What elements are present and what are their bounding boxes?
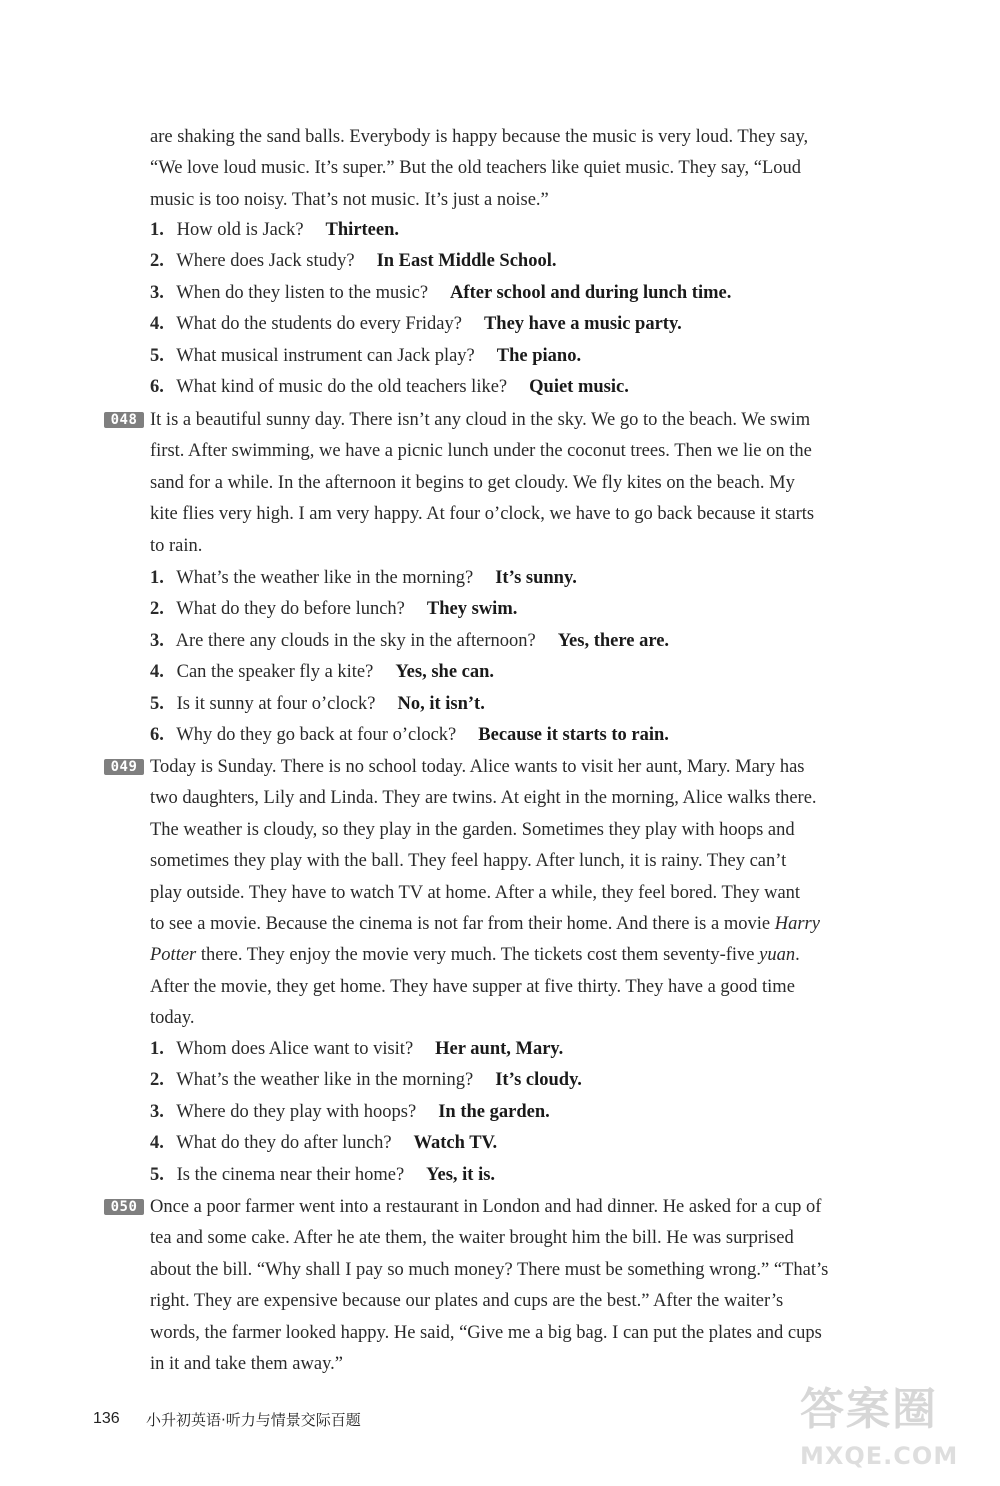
answer-text: It’s sunny.	[495, 568, 577, 588]
answer-text: Her aunt, Mary.	[435, 1039, 564, 1059]
question-number: 4.	[150, 1133, 164, 1154]
question-text: Where do they play with hoops?	[176, 1101, 417, 1122]
paragraph-line	[150, 909, 942, 940]
paragraph-line: in it and take them away.”	[150, 1354, 343, 1375]
question-number: 1.	[150, 1039, 164, 1059]
question-text: What musical instrument can Jack play?	[176, 345, 475, 366]
question-text: What do they do after lunch?	[176, 1133, 392, 1154]
paragraph-line: to rain.	[150, 535, 203, 556]
question-number: 6.	[150, 725, 164, 746]
italic-currency: yuan	[759, 945, 796, 966]
answer-text: In East Middle School.	[376, 251, 557, 272]
paragraph-line: today.	[150, 1008, 195, 1029]
question-number: 3.	[150, 1101, 164, 1122]
question-text: What kind of music do the old teachers like?	[176, 377, 508, 398]
paragraph-line: play outside. They have to watch TV at home. After a while, they feel bored. They want	[150, 882, 801, 903]
italic-title: Potter	[150, 945, 197, 966]
question-text: What do they do before lunch?	[176, 599, 405, 620]
answer-text: Yes, it is.	[426, 1164, 496, 1185]
paragraph-line: about the bill. “Why shall I pay so much money? There must be something wrong.” “That’s	[150, 1259, 829, 1280]
question-item	[150, 278, 940, 309]
paragraph-line: sand for a while. In the afternoon it begins to get cloudy. We fly kites on the beach. My	[150, 472, 795, 493]
question-number: 1.	[150, 568, 164, 588]
passage-048	[150, 405, 942, 562]
passage-050	[150, 1192, 942, 1380]
question-list	[150, 215, 940, 403]
answer-text: Because it starts to rain.	[478, 725, 669, 746]
paragraph-line: After the movie, they get home. They have supper at five thirty. They have a good time	[150, 976, 795, 997]
question-number: 4.	[150, 662, 164, 683]
section-badge-048: 048	[104, 412, 144, 428]
line-text: there. They enjoy the movie very much. The tickets cost them seventy-five	[200, 945, 755, 966]
question-item	[150, 1128, 940, 1159]
answer-text: Yes, she can.	[395, 662, 495, 683]
question-text: Whom does Alice want to visit?	[176, 1039, 414, 1059]
answer-text: In the garden.	[438, 1101, 550, 1122]
question-text: How old is Jack?	[176, 220, 304, 240]
question-text: What’s the weather like in the morning?	[176, 1070, 474, 1091]
paragraph-line: kite flies very high. I am very happy. At four o’clock, we have to go back because it starts	[150, 504, 815, 525]
passage-049	[150, 752, 942, 1035]
question-item	[150, 341, 940, 372]
question-item	[150, 246, 940, 277]
answer-text: Thirteen.	[325, 220, 400, 240]
question-item	[150, 1065, 940, 1096]
question-text: What do the students do every Friday?	[176, 314, 462, 335]
question-item	[150, 215, 940, 246]
paragraph-line: sometimes they play with the ball. They feel happy. After lunch, it is rainy. They can’t	[150, 851, 787, 872]
question-item	[150, 1034, 940, 1065]
question-number: 2.	[150, 1070, 164, 1091]
answer-text: They swim.	[426, 599, 518, 620]
continuation-paragraph	[150, 122, 942, 216]
page-number: 136	[93, 1410, 120, 1427]
question-text: Is the cinema near their home?	[176, 1164, 405, 1185]
question-number: 6.	[150, 377, 164, 398]
paragraph-line: first. After swimming, we have a picnic lunch under the coconut trees. Then we lie on the	[150, 441, 812, 462]
paragraph-line: Once a poor farmer went into a restaurant in London and had dinner. He asked for a cup of	[150, 1197, 822, 1217]
question-number: 5.	[150, 1164, 164, 1185]
watermark	[800, 1380, 990, 1480]
question-item	[150, 1160, 940, 1191]
paragraph-line: “We love loud music. It’s super.” But the old teachers like quiet music. They say, “Loud	[150, 158, 801, 179]
question-item	[150, 563, 940, 594]
section-badge-050: 050	[104, 1199, 144, 1215]
question-number: 3.	[150, 630, 164, 651]
question-item	[150, 626, 940, 657]
question-number: 2.	[150, 599, 164, 620]
question-text: What’s the weather like in the morning?	[176, 568, 474, 588]
question-item	[150, 372, 940, 403]
question-number: 4.	[150, 314, 164, 335]
paragraph-line: The weather is cloudy, so they play in the garden. Sometimes they play with hoops and	[150, 819, 795, 840]
paragraph-line: right. They are expensive because our plates and cups are the best.” After the waiter’s	[150, 1291, 784, 1312]
answer-text: It’s cloudy.	[495, 1070, 582, 1091]
question-number: 5.	[150, 345, 164, 366]
book-title: 小升初英语·听力与情景交际百题	[146, 1411, 361, 1429]
paragraph-line: Today is Sunday. There is no school today. Alice wants to visit her aunt, Mary. Mary has	[150, 757, 805, 777]
paragraph-line: Potter there. They enjoy the movie very much. The tickets cost them seventy-five yuan.	[150, 945, 800, 966]
answer-text: Watch TV.	[413, 1133, 498, 1154]
section-badge-049: 049	[104, 759, 144, 775]
italic-title: Harry	[774, 914, 820, 935]
answer-text: They have a music party.	[483, 314, 682, 335]
paragraph-line: It is a beautiful sunny day. There isn’t any cloud in the sky. We go to the beach. We swim	[150, 410, 811, 430]
answer-text: Quiet music.	[529, 377, 629, 398]
question-item	[150, 720, 940, 751]
answer-text: After school and during lunch time.	[450, 282, 732, 303]
paragraph-line: tea and some cake. After he ate them, the waiter brought him the bill. He was surprised	[150, 1228, 794, 1249]
paragraph-line: are shaking the sand balls. Everybody is happy because the music is very loud. They say,	[150, 127, 809, 147]
line-text: to see a movie. Because the cinema is not far from their home. And there is a movie	[150, 914, 771, 935]
question-text: When do they listen to the music?	[176, 282, 429, 303]
question-item	[150, 309, 940, 340]
question-list-048	[150, 563, 940, 751]
question-list-049	[150, 1034, 940, 1191]
question-number: 2.	[150, 251, 164, 272]
question-item	[150, 594, 940, 625]
question-text: Why do they go back at four o’clock?	[176, 725, 457, 746]
answer-text: The piano.	[496, 345, 582, 366]
question-number: 3.	[150, 282, 164, 303]
question-item	[150, 1097, 940, 1128]
question-text: Are there any clouds in the sky in the afternoon?	[175, 630, 536, 651]
question-item	[150, 657, 940, 688]
question-number: 5.	[150, 693, 164, 714]
question-number: 1.	[150, 220, 164, 240]
question-text: Can the speaker fly a kite?	[176, 662, 374, 683]
answer-text: No, it isn’t.	[397, 693, 485, 714]
watermark-url: MXQE.COM	[800, 1442, 959, 1470]
question-item	[150, 689, 940, 720]
paragraph-line: two daughters, Lily and Linda. They are twins. At eight in the morning, Alice walks there.	[150, 788, 817, 809]
question-text: Is it sunny at four o’clock?	[176, 693, 376, 714]
answer-text: Yes, there are.	[557, 630, 670, 651]
paragraph-line: music is too noisy. That’s not music. It’s just a noise.”	[150, 189, 549, 210]
question-text: Where does Jack study?	[176, 251, 355, 272]
watermark-logo: 答案圈	[800, 1384, 938, 1435]
paragraph-line: words, the farmer looked happy. He said, “Give me a big bag. I can put the plates and cups	[150, 1322, 822, 1343]
